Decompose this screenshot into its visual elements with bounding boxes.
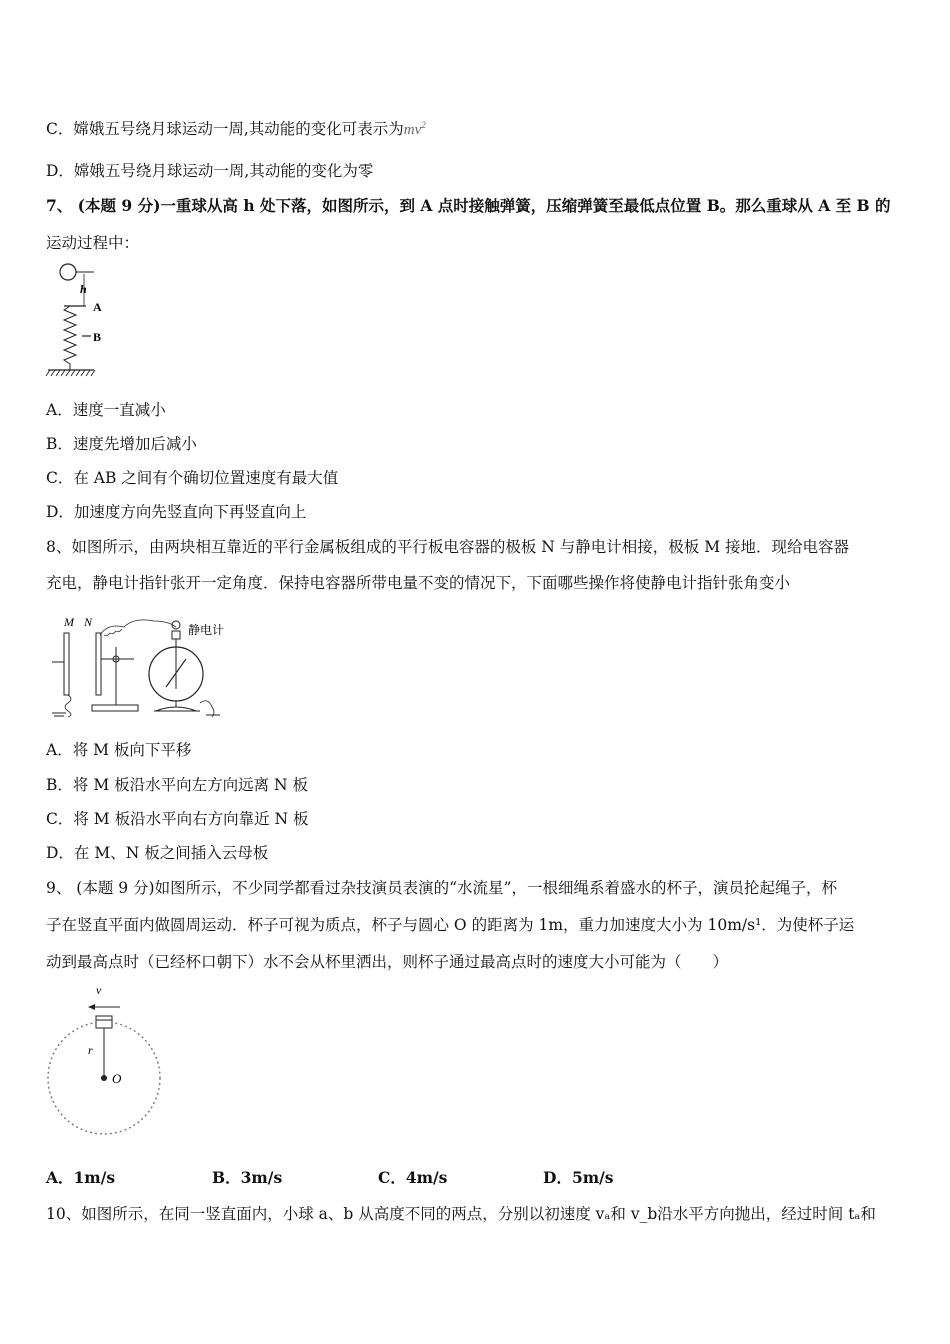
q7-option-b: B．速度先增加后减小 <box>46 435 197 453</box>
label-m: M <box>64 615 74 629</box>
q6-option-c <box>46 115 426 140</box>
q7-stem-line2: 运动过程中： <box>46 234 140 252</box>
q6-option-c-text: C．嫦娥五号绕月球运动一周,其动能的变化可表示为 <box>46 120 404 138</box>
q8-stem-line2: 充电，静电计指针张开一定角度．保持电容器所带电量不变的情况下，下面哪些操作将使静电计指针张角变小 <box>46 574 791 592</box>
kinetic-energy-formula: $mv^2$ <box>403 120 426 138</box>
label-o: O <box>112 1071 122 1086</box>
label-b: B <box>93 330 102 344</box>
q7-option-a: A．速度一直减小 <box>46 401 166 419</box>
label-v: v <box>96 983 102 997</box>
q7-option-d: D．加速度方向先竖直向下再竖直向上 <box>46 503 307 521</box>
q8-option-a: A．将 M 板向下平移 <box>46 741 192 759</box>
label-h: h <box>80 282 87 296</box>
label-electrometer: 静电计 <box>188 623 225 637</box>
label-a: A <box>93 300 102 314</box>
q7-option-c: C．在 AB 之间有个确切位置速度有最大值 <box>46 469 339 487</box>
spring <box>64 306 76 370</box>
q7-stem-line1: 7、 (本题 9 分)一重球从高 h 处下落，如图所示，到 A 点时接触弹簧，压缩弹簧至最低点位置 B。那么重球从 A 至 B 的 <box>46 196 891 215</box>
q9-option-a: A．1m/s <box>46 1168 116 1187</box>
q9-stem-line1: 9、 (本题 9 分)如图所示，不少同学都看过杂技演员表演的“水流星”，一根细绳系着盛水的杯子，演员抡起绳子，杯 <box>46 879 837 897</box>
q8-option-c: C．将 M 板沿水平向右方向靠近 N 板 <box>46 810 309 828</box>
q9-option-c: C．4m/s <box>378 1168 448 1187</box>
spring-ball-figure <box>44 260 114 380</box>
q8-option-b: B．将 M 板沿水平向左方向远离 N 板 <box>46 776 309 794</box>
water-meteor-figure <box>44 980 174 1140</box>
label-r: r <box>88 1043 93 1057</box>
q10-stem-line1: 10、如图所示，在同一竖直面内，小球 a、b 从高度不同的两点，分别以初速度 vₐ和 v_b沿水平方向抛出，经过时间 tₐ和 <box>46 1205 876 1223</box>
ball <box>60 264 76 280</box>
q9-stem-line3: 动到最高点时（已经杯口朝下）水不会从杯里洒出，则杯子通过最高点时的速度大小可能为（ ） <box>46 953 729 971</box>
cup <box>96 1016 112 1028</box>
capacitor-electroscope-figure <box>44 607 244 722</box>
q8-option-d: D．在 M、N 板之间插入云母板 <box>46 844 269 862</box>
connecting-wire <box>100 620 176 635</box>
q9-option-b: B．3m/s <box>212 1168 283 1187</box>
q9-stem-line2: 子在竖直平面内做圆周运动．杯子可视为质点，杯子与圆心 O 的距离为 1m，重力加速度大小为 10m/s¹．为使杯子运 <box>46 916 855 934</box>
q9-option-d: D．5m/s <box>543 1168 614 1187</box>
label-n: N <box>84 615 93 629</box>
q6-option-d: D．嫦娥五号绕月球运动一周,其动能的变化为零 <box>46 162 374 180</box>
plate-n <box>96 633 101 695</box>
q8-stem-line1: 8、如图所示，由两块相互靠近的平行金属板组成的平行板电容器的极板 N 与静电计相接，极板 M 接地．现给电容器 <box>46 538 850 556</box>
plate-m <box>64 633 69 695</box>
